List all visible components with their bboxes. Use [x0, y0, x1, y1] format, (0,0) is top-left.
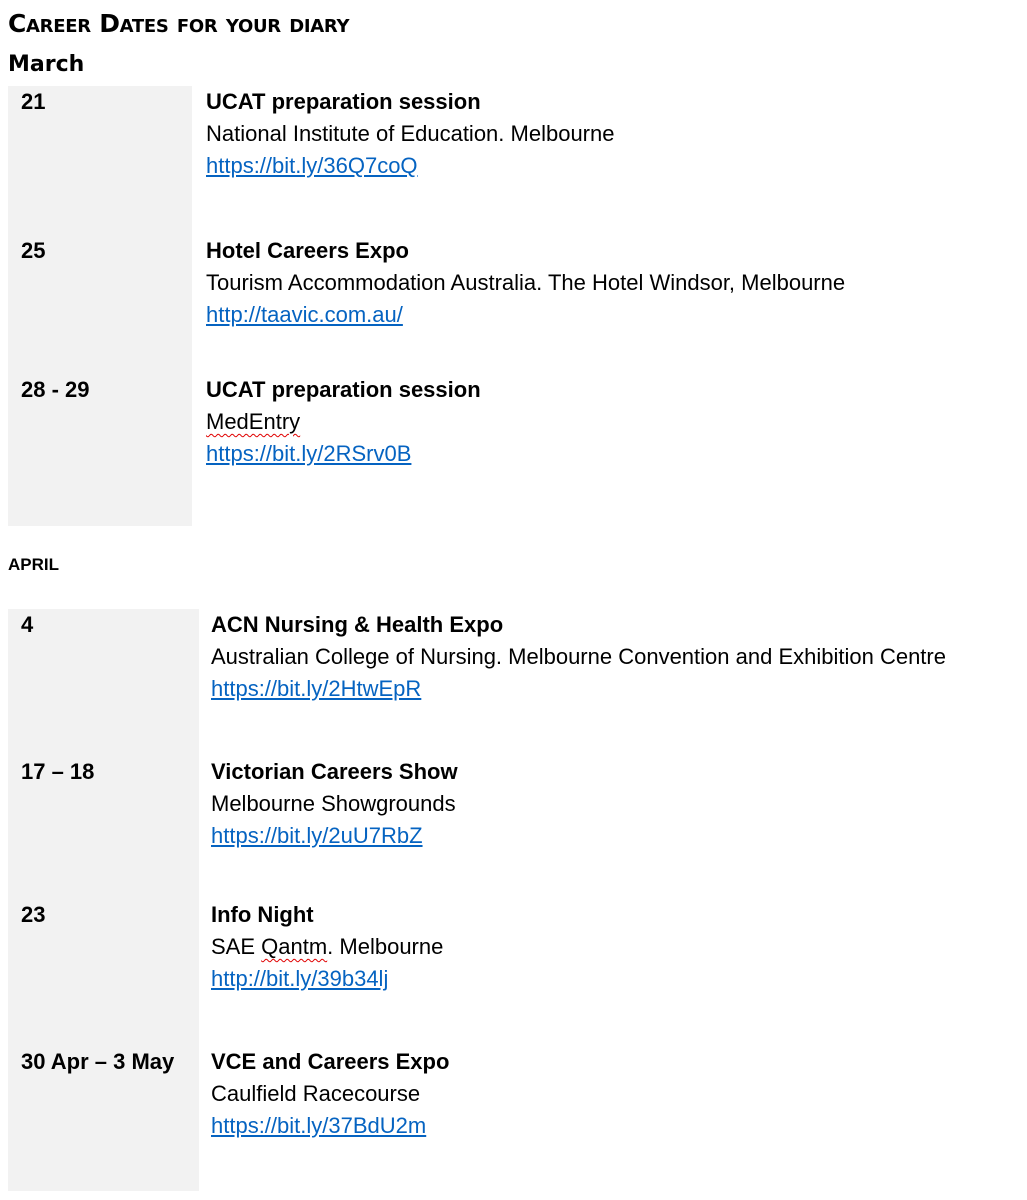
month-heading-april: APRIL	[8, 555, 59, 574]
venue-suffix: . Melbourne	[327, 934, 444, 959]
event-link[interactable]: http://taavic.com.au/	[206, 302, 403, 327]
venue-prefix: SAE	[211, 934, 262, 959]
event-link[interactable]: https://bit.ly/2uU7RbZ	[211, 823, 423, 848]
event-title: VCE and Careers Expo	[211, 1049, 450, 1074]
event-venue: Australian College of Nursing. Melbourne Convention and Exhibition Centre	[211, 644, 946, 669]
event-details	[206, 86, 614, 182]
event-date: 25	[21, 238, 46, 263]
event-date: 30 Apr – 3 May	[21, 1049, 175, 1074]
event-venue: MedEntry	[206, 409, 301, 434]
event-details	[206, 235, 845, 331]
event-details	[211, 899, 443, 995]
event-title: Hotel Careers Expo	[206, 238, 409, 263]
event-date: 4	[21, 612, 34, 637]
event-venue: Melbourne Showgrounds	[211, 791, 456, 816]
april-events-table	[8, 609, 1018, 1191]
event-title: ACN Nursing & Health Expo	[211, 612, 504, 637]
event-date: 17 – 18	[21, 759, 95, 784]
venue-misspelled-word: Qantm	[261, 934, 328, 959]
event-date: 28 - 29	[21, 377, 90, 402]
page-title: Career Dates for your diary	[8, 9, 350, 38]
event-details	[211, 609, 946, 705]
event-details	[211, 1046, 449, 1142]
event-title: UCAT preparation session	[206, 89, 481, 114]
event-link[interactable]: https://bit.ly/36Q7coQ	[206, 153, 418, 178]
event-date: 21	[21, 89, 46, 114]
event-venue	[211, 931, 443, 963]
month-heading-march: March	[8, 52, 85, 77]
event-venue: Caulfield Racecourse	[211, 1081, 421, 1106]
event-title: Victorian Careers Show	[211, 759, 458, 784]
event-link[interactable]: https://bit.ly/2HtwEpR	[211, 676, 422, 701]
march-events-table	[8, 86, 1008, 526]
date-column-shading	[8, 86, 192, 526]
event-title: UCAT preparation session	[206, 377, 481, 402]
event-venue: National Institute of Education. Melbourne	[206, 121, 615, 146]
event-details	[211, 756, 458, 852]
event-venue: Tourism Accommodation Australia. The Hotel Windsor, Melbourne	[206, 270, 846, 295]
event-link[interactable]: https://bit.ly/37BdU2m	[211, 1113, 427, 1138]
event-details	[206, 374, 481, 470]
event-title: Info Night	[211, 902, 314, 927]
event-link[interactable]: http://bit.ly/39b34lj	[211, 966, 389, 991]
event-link[interactable]: https://bit.ly/2RSrv0B	[206, 441, 412, 466]
event-date: 23	[21, 902, 46, 927]
